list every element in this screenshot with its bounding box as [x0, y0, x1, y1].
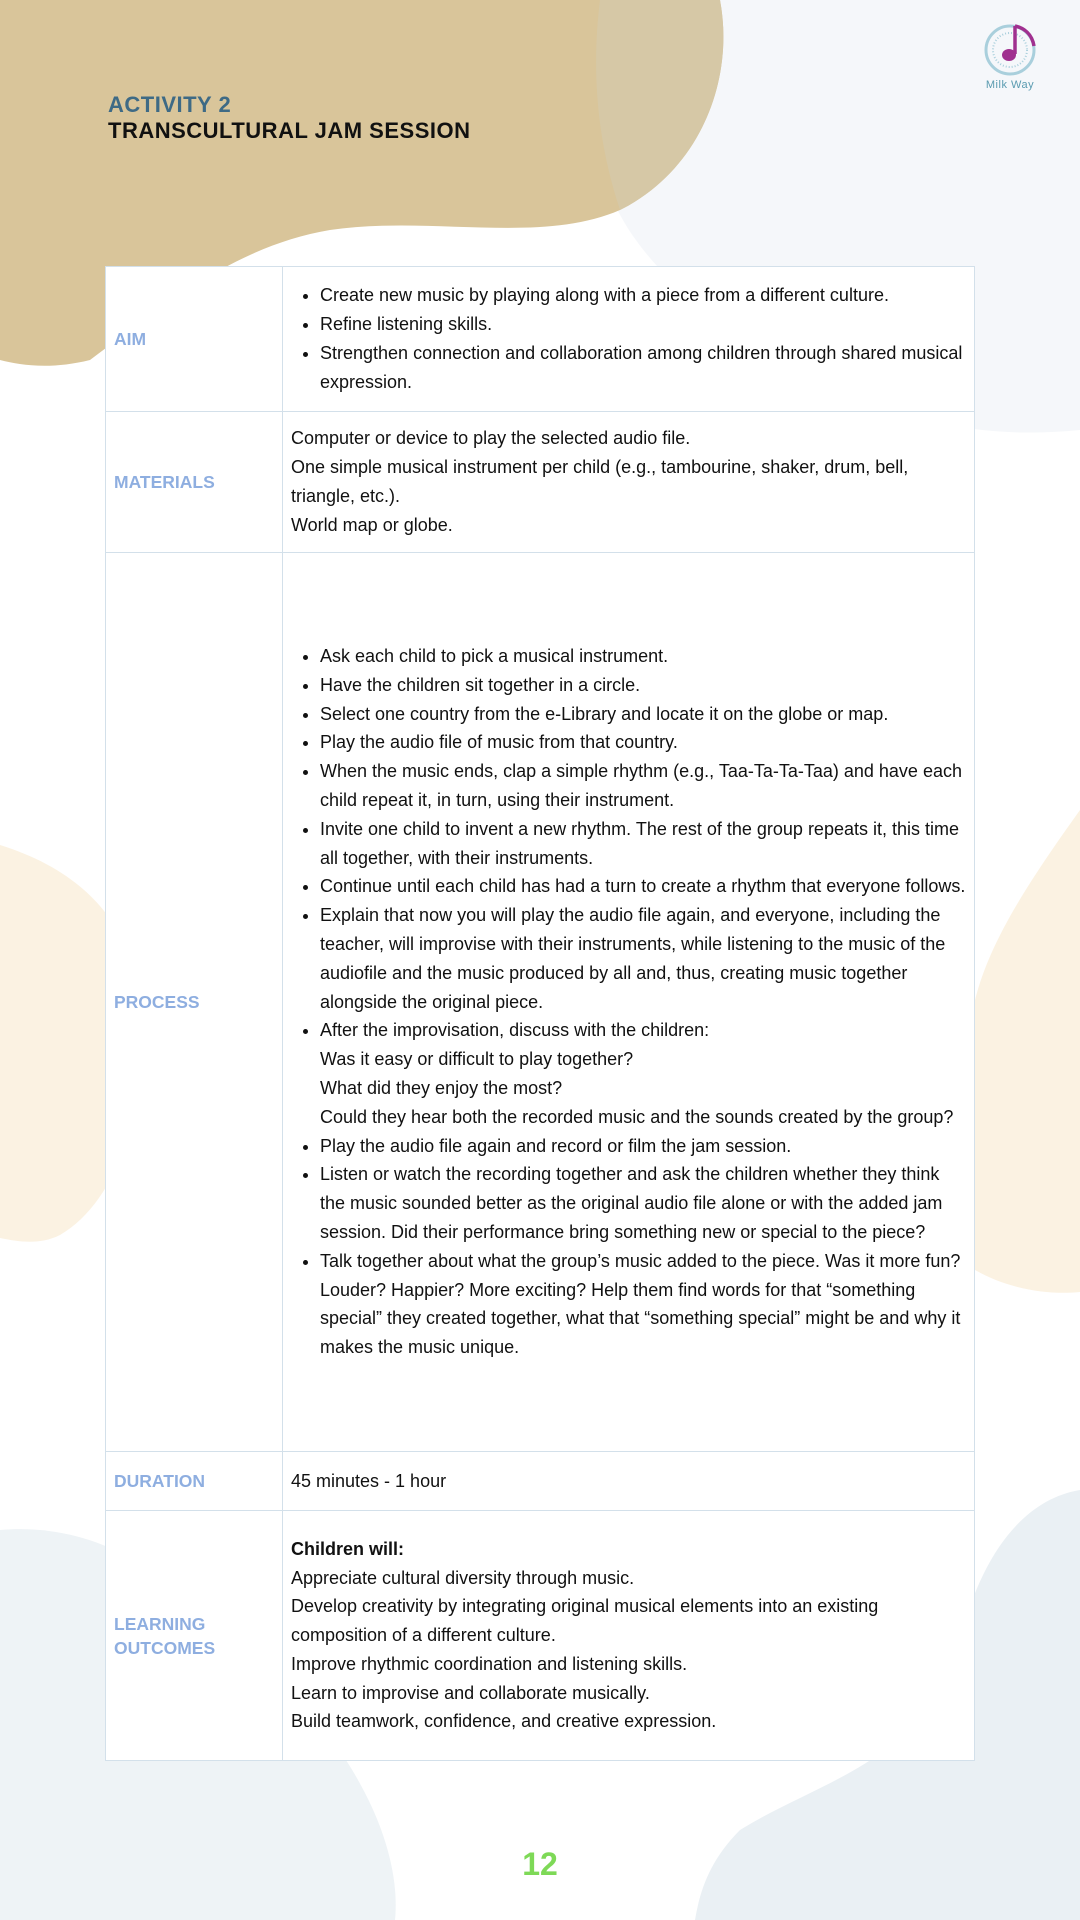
process-item: • Have the children sit together in a circle.: [320, 671, 966, 700]
process-item: • Listen or watch the recording together and ask the children whether they think the music sounded better as the original audio file alone or with the added jam session. Did their performance bring something new or special to the piece?: [320, 1160, 966, 1246]
process-item: • Ask each child to pick a musical instrument.: [320, 642, 966, 671]
blob-cream-right: [975, 810, 1080, 1293]
materials-line: Computer or device to play the selected audio file.: [291, 428, 691, 449]
discuss-question: Was it easy or difficult to play together?: [320, 1049, 634, 1070]
process-content: [283, 553, 975, 1452]
discuss-question: What did they enjoy the most?: [320, 1077, 563, 1098]
page-number: 12: [522, 1846, 558, 1882]
label-duration: DURATION: [106, 1452, 283, 1511]
outcome-line: Develop creativity by integrating original musical elements into an existing composition of a different culture.: [291, 1596, 879, 1646]
process-item: • Select one country from the e-Library and locate it on the globe or map.: [320, 700, 966, 729]
materials-line: One simple musical instrument per child (e.g., tambourine, shaker, drum, bell, triangle, etc.).: [291, 457, 909, 506]
outcome-line: Learn to improvise and collaborate musically.: [291, 1682, 650, 1703]
activity-table: [105, 266, 975, 1761]
outcomes-content: [283, 1511, 975, 1761]
outcome-line: Improve rhythmic coordination and listening skills.: [291, 1653, 688, 1674]
page-header: [108, 92, 470, 144]
discuss-intro: • After the improvisation, discuss with the children:: [320, 1020, 710, 1041]
process-item: • Talk together about what the group’s music added to the piece. Was it more fun? Louder? Happier? More exciting? Help them find words for that “something special” they created together, what that “something special” might be and why it makes the music unique.: [320, 1247, 966, 1362]
outcome-line: Appreciate cultural diversity through music.: [291, 1567, 635, 1588]
process-item: • Invite one child to invent a new rhythm. The rest of the group repeats it, this time all together, with their instruments.: [320, 815, 966, 873]
page-title: TRANSCULTURAL JAM SESSION: [108, 118, 471, 143]
aim-item: • Strengthen connection and collaboration among children through shared musical expression.: [320, 339, 966, 397]
logo-text: Milk Way: [985, 79, 1035, 91]
label-learning-outcomes: LEARNING OUTCOMES: [106, 1511, 283, 1761]
milk-way-logo: [970, 20, 1050, 95]
aim-content: [283, 267, 975, 412]
process-item: • Explain that now you will play the audio file again, and everyone, including the teacher, will improvise with their instruments, while listening to the music of the audiofile and the music produced by all and, thus, creating music together alongside the original piece.: [320, 901, 966, 1016]
process-item: • Play the audio file again and record or film the jam session.: [320, 1132, 966, 1161]
label-process: PROCESS: [106, 553, 283, 1452]
label-materials: MATERIALS: [106, 412, 283, 553]
row-materials: [106, 412, 975, 553]
aim-item: • Refine listening skills.: [320, 310, 966, 339]
discuss-question: Could they hear both the recorded music and the sounds created by the group?: [320, 1106, 954, 1127]
activity-number: ACTIVITY 2: [108, 92, 232, 117]
row-process: [106, 553, 975, 1452]
process-item: • Play the audio file of music from that country.: [320, 728, 966, 757]
process-item: • When the music ends, clap a simple rhythm (e.g., Taa-Ta-Ta-Taa) and have each child repeat it, in turn, using their instrument.: [320, 757, 966, 815]
music-note-logo-icon: [982, 20, 1038, 76]
outcome-line: Build teamwork, confidence, and creative expression.: [291, 1711, 717, 1732]
outcomes-intro: Children will:: [291, 1538, 405, 1559]
row-learning-outcomes: [106, 1511, 975, 1761]
process-item: • Continue until each child has had a turn to create a rhythm that everyone follows.: [320, 872, 966, 901]
process-item-discuss: [320, 1016, 966, 1131]
aim-item: • Create new music by playing along with a piece from a different culture.: [320, 281, 966, 310]
label-aim: AIM: [106, 267, 283, 412]
row-duration: [106, 1452, 975, 1511]
materials-content: [283, 412, 975, 553]
duration-value: 45 minutes - 1 hour: [283, 1452, 975, 1511]
materials-line: World map or globe.: [291, 514, 453, 535]
row-aim: [106, 267, 975, 412]
